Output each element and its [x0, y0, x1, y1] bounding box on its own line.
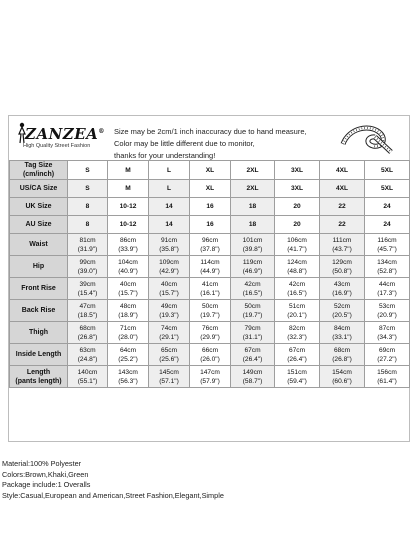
table-cell	[365, 300, 410, 322]
inch-value: (58.7")	[242, 377, 263, 385]
cm-value: 151cm	[287, 368, 307, 376]
inch-value: (18.9")	[118, 311, 138, 319]
table-header-row	[10, 161, 410, 180]
inch-value: (26.0")	[200, 355, 220, 363]
size-column-header: 4XL	[320, 161, 365, 180]
row-label: Hip	[10, 256, 68, 278]
cm-value: 44cm	[378, 280, 396, 288]
inch-value: (50.8")	[332, 267, 352, 275]
material-line: Material:100% Polyester	[2, 459, 82, 468]
table-cell	[108, 344, 149, 366]
table-cell	[190, 366, 231, 388]
table-cell	[190, 344, 231, 366]
table-cell	[68, 278, 108, 300]
cm-value: 145cm	[159, 368, 179, 376]
brand-tagline: High Quality Street Fashion	[23, 143, 91, 149]
inch-value: (33.9")	[118, 245, 138, 253]
inch-value: (34.3")	[377, 333, 397, 341]
inch-value: (42.9")	[159, 267, 179, 275]
cm-value: 41cm	[201, 280, 219, 288]
inch-value: (45.7")	[377, 245, 397, 253]
cm-value: 42cm	[244, 280, 261, 288]
cm-value: 106cm	[287, 236, 307, 244]
table-row	[10, 278, 410, 300]
row-label: Front Rise	[10, 278, 68, 300]
table-row	[10, 234, 410, 256]
table-cell	[68, 234, 108, 256]
inch-value: (15.7")	[159, 289, 179, 297]
inch-value: (39.8")	[242, 245, 263, 253]
inch-value: (29.1")	[159, 333, 179, 341]
table-cell	[365, 234, 410, 256]
cm-value: 104cm	[118, 258, 138, 266]
table-cell	[275, 278, 320, 300]
row-label: AU Size	[10, 216, 68, 234]
inch-value: (57.1")	[159, 377, 179, 385]
inch-value: (26.4")	[242, 355, 263, 363]
measuring-tape-icon	[339, 122, 395, 158]
table-cell	[190, 300, 231, 322]
table-cell	[108, 278, 149, 300]
table-cell	[365, 256, 410, 278]
cm-value: 129cm	[332, 258, 352, 266]
inch-value: (37.8")	[200, 245, 220, 253]
cm-value: 39cm	[79, 280, 96, 288]
cm-value: 149cm	[242, 368, 263, 376]
inch-value: (19.7")	[242, 311, 263, 319]
size-column-header: XL	[190, 161, 231, 180]
table-cell: S	[68, 180, 108, 198]
table-cell	[108, 256, 149, 278]
inch-value: (25.2")	[118, 355, 138, 363]
table-cell: 24	[365, 198, 410, 216]
inch-value: (16.9")	[332, 289, 352, 297]
inch-value: (35.8")	[159, 245, 179, 253]
table-cell	[108, 234, 149, 256]
cm-value: 40cm	[119, 280, 137, 288]
table-cell: 24	[365, 216, 410, 234]
cm-value: 96cm	[201, 236, 219, 244]
table-cell	[68, 256, 108, 278]
cm-value: 67cm	[244, 346, 261, 354]
table-cell	[320, 256, 365, 278]
table-cell	[190, 322, 231, 344]
table-cell	[149, 344, 190, 366]
table-cell	[231, 300, 275, 322]
table-cell	[231, 366, 275, 388]
table-cell	[275, 366, 320, 388]
table-cell	[190, 278, 231, 300]
inch-value: (18.5")	[77, 311, 98, 319]
table-cell	[231, 234, 275, 256]
table-cell	[275, 234, 320, 256]
cm-value: 64cm	[119, 346, 137, 354]
row-label: UK Size	[10, 198, 68, 216]
cm-value: 101cm	[242, 236, 263, 244]
inch-value: (39.0")	[77, 267, 98, 275]
table-cell: 22	[320, 216, 365, 234]
inch-value: (25.6")	[159, 355, 179, 363]
cm-value: 99cm	[79, 258, 96, 266]
inch-value: (16.1")	[200, 289, 220, 297]
table-cell	[365, 322, 410, 344]
table-cell	[149, 322, 190, 344]
cm-value: 134cm	[377, 258, 397, 266]
package-line: Package include:1 Overalls	[2, 480, 91, 489]
table-cell: 10-12	[108, 216, 149, 234]
table-cell	[149, 234, 190, 256]
inch-value: (19.3")	[159, 311, 179, 319]
cm-value: 109cm	[159, 258, 179, 266]
size-chart-card	[8, 115, 410, 442]
inch-value: (43.7")	[332, 245, 352, 253]
cm-value: 67cm	[288, 346, 306, 354]
size-column-header: M	[108, 161, 149, 180]
table-cell	[149, 300, 190, 322]
inch-value: (57.9")	[200, 377, 220, 385]
cm-value: 86cm	[119, 236, 137, 244]
table-cell	[320, 278, 365, 300]
row-label: Length (pants length)	[10, 366, 68, 388]
size-table	[9, 160, 410, 388]
table-row	[10, 344, 410, 366]
table-cell	[149, 366, 190, 388]
table-cell	[275, 256, 320, 278]
measurement-notice	[114, 126, 314, 162]
brand-logo	[19, 124, 105, 149]
inch-value: (44.9")	[200, 267, 220, 275]
table-cell	[108, 300, 149, 322]
cm-value: 91cm	[160, 236, 178, 244]
table-row	[10, 366, 410, 388]
woman-figure-logo-icon	[17, 122, 27, 144]
cm-value: 81cm	[79, 236, 96, 244]
inch-value: (15.7")	[118, 289, 138, 297]
colors-line: Colors:Brown,Khaki,Green	[2, 469, 89, 479]
row-label: Thigh	[10, 322, 68, 344]
inch-value: (27.2")	[377, 355, 397, 363]
cm-value: 52cm	[333, 302, 351, 310]
table-cell	[68, 344, 108, 366]
table-row	[10, 198, 410, 216]
cm-value: 76cm	[201, 324, 219, 332]
table-cell	[190, 256, 231, 278]
cm-value: 87cm	[378, 324, 396, 332]
inch-value: (17.3")	[377, 289, 397, 297]
table-cell	[68, 300, 108, 322]
table-cell	[275, 300, 320, 322]
cm-value: 119cm	[242, 258, 263, 266]
table-cell: 14	[149, 198, 190, 216]
row-label: Waist	[10, 234, 68, 256]
cm-value: 53cm	[378, 302, 396, 310]
table-cell: 10-12	[108, 198, 149, 216]
cm-value: 49cm	[160, 302, 178, 310]
inch-value: (55.1")	[77, 377, 98, 385]
cm-value: 42cm	[288, 280, 306, 288]
cm-value: 65cm	[160, 346, 178, 354]
cm-value: 124cm	[287, 258, 307, 266]
size-column-header: 5XL	[365, 161, 410, 180]
product-info	[2, 459, 412, 501]
cm-value: 50cm	[244, 302, 261, 310]
table-cell: 4XL	[320, 180, 365, 198]
inch-value: (20.5")	[332, 311, 352, 319]
cm-value: 84cm	[333, 324, 351, 332]
table-cell	[320, 344, 365, 366]
inch-value: (15.4")	[77, 289, 98, 297]
inch-value: (60.6")	[332, 377, 352, 385]
cm-value: 116cm	[377, 236, 397, 244]
cm-value: 147cm	[200, 368, 220, 376]
inch-value: (20.9")	[377, 311, 397, 319]
table-row	[10, 322, 410, 344]
size-column-header: S	[68, 161, 108, 180]
table-cell	[365, 278, 410, 300]
brand-registered-mark: ®	[98, 128, 105, 135]
inch-value: (41.7")	[287, 245, 307, 253]
table-cell	[231, 278, 275, 300]
table-cell: 16	[190, 198, 231, 216]
inch-value: (26.8")	[77, 333, 98, 341]
inch-value: (59.4")	[287, 377, 307, 385]
inch-value: (31.1")	[242, 333, 263, 341]
table-cell: XL	[190, 180, 231, 198]
table-cell: M	[108, 180, 149, 198]
inch-value: (26.8")	[332, 355, 352, 363]
table-cell: 8	[68, 198, 108, 216]
inch-value: (48.8")	[287, 267, 307, 275]
inch-value: (61.4")	[377, 377, 397, 385]
inch-value: (26.4")	[287, 355, 307, 363]
cm-value: 156cm	[377, 368, 397, 376]
table-cell	[320, 366, 365, 388]
inch-value: (56.3")	[118, 377, 138, 385]
table-cell	[365, 344, 410, 366]
cm-value: 140cm	[77, 368, 98, 376]
cm-value: 40cm	[160, 280, 178, 288]
table-cell	[68, 322, 108, 344]
table-cell: 14	[149, 216, 190, 234]
notice-line-3: thanks for your understanding!	[114, 151, 216, 160]
cm-value: 143cm	[118, 368, 138, 376]
brand-name: ZANZEA	[25, 125, 99, 143]
row-label: Back Rise	[10, 300, 68, 322]
inch-value: (33.1")	[332, 333, 352, 341]
table-cell	[320, 300, 365, 322]
size-column-header: L	[149, 161, 190, 180]
table-cell	[320, 234, 365, 256]
inch-value: (32.3")	[287, 333, 307, 341]
table-row	[10, 256, 410, 278]
inch-value: (46.9")	[242, 267, 263, 275]
table-cell: 16	[190, 216, 231, 234]
table-row	[10, 300, 410, 322]
row-label: US/CA Size	[10, 180, 68, 198]
inch-value: (19.7")	[200, 311, 220, 319]
table-cell	[320, 322, 365, 344]
cm-value: 68cm	[79, 324, 96, 332]
size-column-header: 2XL	[231, 161, 275, 180]
table-cell: 5XL	[365, 180, 410, 198]
table-cell: 22	[320, 198, 365, 216]
cm-value: 111cm	[332, 236, 352, 244]
table-cell	[149, 278, 190, 300]
table-cell	[231, 256, 275, 278]
cm-value: 43cm	[333, 280, 351, 288]
table-cell: 20	[275, 216, 320, 234]
table-cell	[231, 322, 275, 344]
cm-value: 79cm	[244, 324, 261, 332]
cm-value: 63cm	[79, 346, 96, 354]
table-cell	[108, 322, 149, 344]
cm-value: 71cm	[119, 324, 137, 332]
tag-size-header: Tag Size (cm/inch)	[10, 161, 68, 180]
cm-value: 69cm	[378, 346, 396, 354]
table-cell: 2XL	[231, 180, 275, 198]
chart-header	[9, 116, 409, 160]
table-cell: 8	[68, 216, 108, 234]
table-cell: L	[149, 180, 190, 198]
table-cell	[68, 366, 108, 388]
table-cell: 20	[275, 198, 320, 216]
inch-value: (29.9")	[200, 333, 220, 341]
inch-value: (24.8")	[77, 355, 98, 363]
table-cell	[275, 322, 320, 344]
inch-value: (28.0")	[118, 333, 138, 341]
cm-value: 154cm	[332, 368, 352, 376]
inch-value: (20.1")	[287, 311, 307, 319]
table-cell	[365, 366, 410, 388]
table-cell: 18	[231, 198, 275, 216]
table-cell	[275, 344, 320, 366]
table-cell	[231, 344, 275, 366]
inch-value: (16.5")	[287, 289, 307, 297]
cm-value: 51cm	[288, 302, 306, 310]
inch-value: (31.9")	[77, 245, 98, 253]
notice-line-2: Color may be little different due to monitor,	[114, 139, 255, 148]
cm-value: 82cm	[288, 324, 306, 332]
row-label: Inside Length	[10, 344, 68, 366]
cm-value: 50cm	[201, 302, 219, 310]
style-line: Style:Casual,European and American,Street Fashion,Elegant,Simple	[2, 490, 224, 500]
table-row	[10, 180, 410, 198]
table-cell	[190, 234, 231, 256]
size-column-header: 3XL	[275, 161, 320, 180]
inch-value: (40.9")	[118, 267, 138, 275]
cm-value: 48cm	[119, 302, 137, 310]
table-cell: 18	[231, 216, 275, 234]
cm-value: 68cm	[333, 346, 351, 354]
cm-value: 114cm	[200, 258, 220, 266]
inch-value: (16.5")	[242, 289, 263, 297]
table-cell	[108, 366, 149, 388]
inch-value: (52.8")	[377, 267, 397, 275]
table-row	[10, 216, 410, 234]
table-cell: 3XL	[275, 180, 320, 198]
cm-value: 74cm	[160, 324, 178, 332]
table-cell	[149, 256, 190, 278]
cm-value: 47cm	[79, 302, 96, 310]
notice-line-1: Size may be 2cm/1 inch inaccuracy due to hand measure,	[114, 127, 307, 136]
cm-value: 66cm	[201, 346, 219, 354]
